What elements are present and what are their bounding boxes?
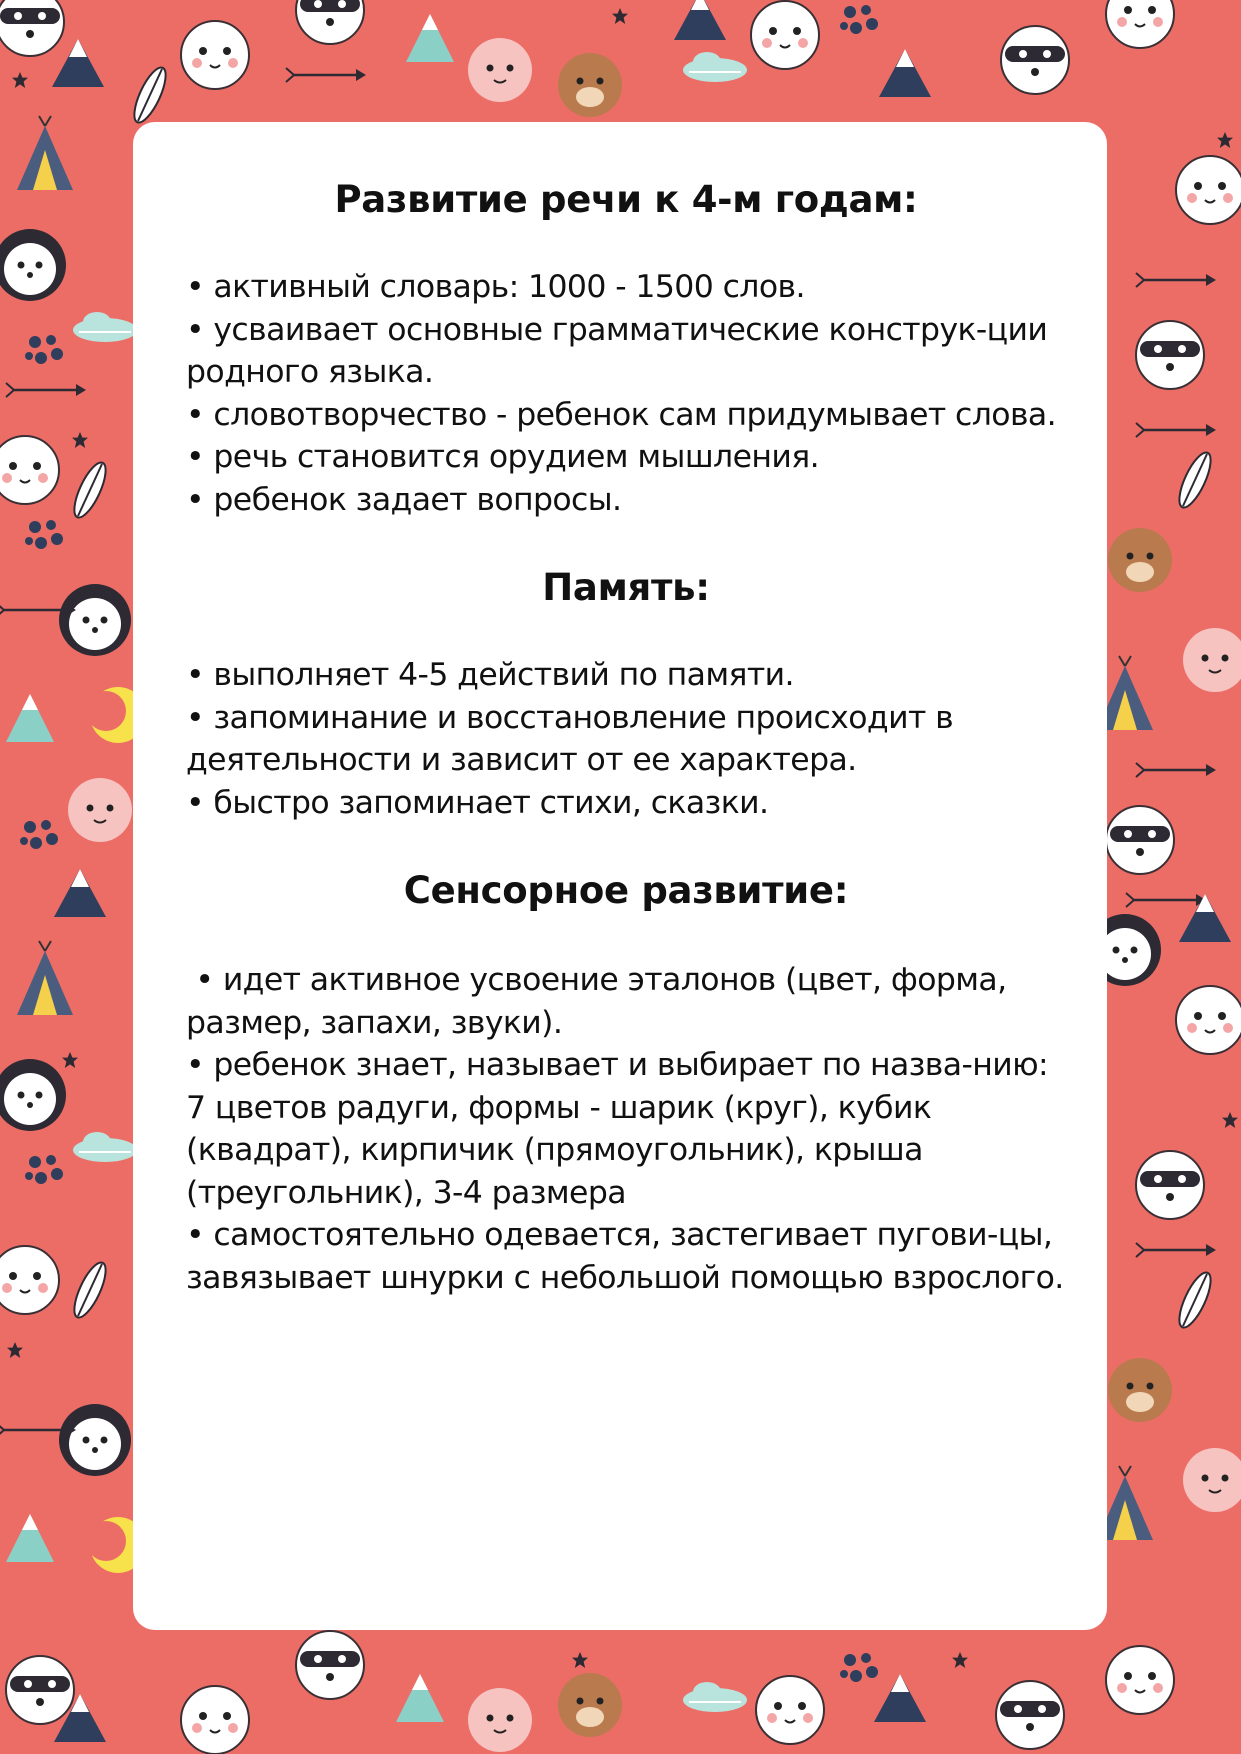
list-item: • запоминание и восстановление происходит в деятельности и зависит от ее характера.: [186, 699, 954, 778]
list-item: • речь становится орудием мышления.: [186, 439, 819, 475]
speech-list: [186, 266, 1066, 521]
sensory-list: [186, 959, 1066, 1299]
list-item: • словотворчество - ребенок сам придумывает слова.: [186, 396, 1057, 433]
list-item: • быстро запоминает стихи, сказки.: [186, 784, 769, 821]
sensory-section-title: Сенсорное развитие:: [403, 869, 849, 912]
list-item: • усваивает основные грамматические конструк-ции родного языка.: [186, 311, 1048, 390]
list-item: • самостоятельно одевается, застегивает пугови-цы, завязывает шнурки с небольшой помощью взрослого.: [186, 1217, 1064, 1296]
speech-section-title: Развитие речи к 4-м годам:: [334, 178, 918, 221]
list-item: • ребенок задает вопросы.: [186, 481, 622, 518]
memory-list: [186, 654, 1066, 824]
list-item: • активный словарь: 1000 - 1500 слов.: [186, 269, 805, 305]
memory-section-title: Память:: [542, 566, 710, 609]
content: [186, 172, 1066, 1299]
list-item: • выполняет 4-5 действий по памяти.: [186, 657, 794, 693]
list-item: • идет активное усвоение эталонов (цвет, форма, размер, запахи, звуки).: [186, 962, 1016, 1041]
list-item: • ребенок знает, называет и выбирает по назва-нию: 7 цветов радуги, формы - шарик (круг), кубик (квадрат), кирпичик (прямоугольник), крыша (треугольник), 3-4 размера: [186, 1047, 1049, 1211]
